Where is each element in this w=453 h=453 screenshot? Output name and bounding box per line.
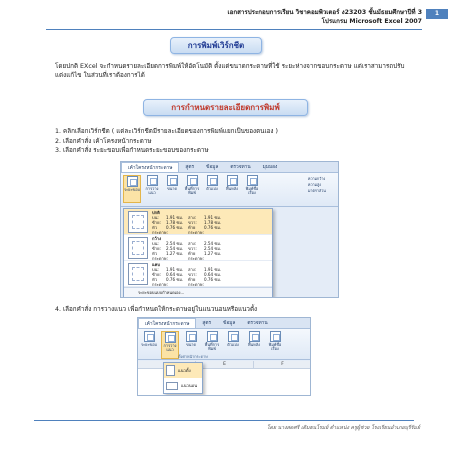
page-margin-icon bbox=[128, 237, 148, 259]
scale-option[interactable]: มาตราส่วน bbox=[308, 189, 326, 193]
size-button[interactable]: ขนาด bbox=[163, 175, 181, 203]
breaks-icon bbox=[228, 331, 239, 342]
section-title-printing: การพิมพ์เวิร์กชีต bbox=[170, 37, 262, 54]
header-line-1: เอกสารประกอบการเรียน วิชาคอมพิวเตอร์ ง23203 ชั้นมัธยมศึกษาปีที่ 3 bbox=[227, 9, 422, 16]
tab-review[interactable]: ตรวจทาน bbox=[230, 165, 251, 170]
print-area-icon bbox=[207, 331, 218, 342]
background-icon bbox=[227, 175, 238, 186]
print-titles-button[interactable]: พิมพ์ชื่อเรื่อง bbox=[243, 175, 261, 203]
margin-option-narrow[interactable]: แคบ บน: 1.91 ซม. ล่าง: 1.91 ซม. ซ้าย: 0.64 ซม. ขวา: 0.64 ซม. หัวกระดาษ: 0.76 ซม. ท้ายกระดาษ: 0.76 ซม. bbox=[124, 261, 272, 287]
document-header bbox=[172, 8, 422, 26]
ribbon-toolbar bbox=[121, 173, 338, 207]
margins-icon bbox=[127, 176, 138, 187]
tab-view[interactable]: มุมมอง bbox=[262, 165, 278, 170]
orientation-button[interactable]: การวางแนว bbox=[143, 175, 161, 203]
ribbon-tabs bbox=[138, 318, 310, 329]
margins-dropdown bbox=[123, 208, 273, 297]
background-icon bbox=[249, 331, 260, 342]
column-header-f[interactable]: F bbox=[254, 361, 311, 368]
breaks-button[interactable]: ตัวแบ่ง bbox=[203, 175, 221, 203]
header-divider bbox=[46, 29, 422, 30]
ribbon-tabs bbox=[121, 162, 338, 173]
page-margin-icon bbox=[128, 263, 148, 285]
orientation-icon bbox=[147, 175, 158, 186]
margins-button[interactable]: ระยะขอบ bbox=[140, 331, 158, 359]
print-area-button[interactable]: พื้นที่การพิมพ์ bbox=[203, 331, 221, 359]
step-2: 2. เลือกคำสั่ง เค้าโครงหน้ากระดาษ bbox=[55, 137, 152, 145]
author-footer: โดย นางสดศรี เติมธนโรมย์ ตำแหน่ง ครูผู้ช่วย โรงเรียนอำเภอบุรีรัมย์ bbox=[266, 425, 420, 431]
page-margin-icon bbox=[128, 211, 148, 233]
breaks-icon bbox=[207, 175, 218, 186]
background-button[interactable]: พื้นหลัง bbox=[245, 331, 263, 359]
tab-formulas[interactable]: สูตร bbox=[185, 165, 195, 170]
header-line-2: โปรแกรม Microsoft Excel 2007 bbox=[321, 18, 422, 25]
custom-margins-item[interactable]: ระยะขอบแบบกำหนดเอง... bbox=[124, 287, 272, 297]
steps-list bbox=[55, 127, 415, 156]
tab-formulas[interactable]: สูตร bbox=[202, 321, 212, 326]
tab-review[interactable]: ตรวจทาน bbox=[247, 321, 268, 326]
footer-divider bbox=[34, 420, 414, 421]
width-option[interactable]: ความกว้าง bbox=[308, 177, 326, 181]
orientation-screenshot bbox=[137, 317, 311, 396]
page-setup-group-label: ตั้งค่าหน้ากระดาษ bbox=[178, 354, 208, 359]
margin-option-wide[interactable]: กว้าง บน: 2.54 ซม. ล่าง: 2.54 ซม. ซ้าย: 2.54 ซม. ขวา: 2.54 ซม. หัวกระดาษ: 1.27 ซม. ท้ายกระดาษ: 1.27 ซม. bbox=[124, 235, 272, 261]
print-titles-button[interactable]: พิมพ์ชื่อเรื่อง bbox=[266, 331, 284, 359]
portrait-option[interactable]: แนวตั้ง bbox=[164, 363, 202, 378]
margin-option-name: แคบ bbox=[152, 262, 160, 267]
step-1: 1. คลิกเลือกเวิร์กชีต ( แต่ละเวิร์กชีตมีรายละเอียดของการพิมพ์แยกเป็นของตนเอง ) bbox=[55, 128, 278, 135]
tab-data[interactable]: ข้อมูล bbox=[223, 321, 236, 326]
margins-button[interactable]: ระยะขอบ bbox=[123, 175, 141, 203]
size-button[interactable]: ขนาด bbox=[182, 331, 200, 359]
print-titles-icon bbox=[270, 331, 281, 342]
background-button[interactable]: พื้นหลัง bbox=[223, 175, 241, 203]
size-icon bbox=[167, 175, 178, 186]
print-area-button[interactable]: พื้นที่การพิมพ์ bbox=[183, 175, 201, 203]
orientation-button[interactable]: การวางแนว bbox=[161, 331, 179, 359]
landscape-page-icon bbox=[166, 382, 178, 390]
page-number-badge: 1 bbox=[426, 9, 448, 19]
orientation-dropdown bbox=[163, 362, 203, 394]
size-icon bbox=[186, 331, 197, 342]
height-option[interactable]: ความสูง bbox=[308, 183, 322, 187]
margin-option-normal[interactable]: ปกติ บน: 1.91 ซม. ล่าง: 1.91 ซม. ซ้าย: 1.78 ซม. ขวา: 1.78 ซม. หัวกระดาษ: 0.76 ซม. ท้ายกระดาษ: 0.76 ซม. bbox=[124, 209, 272, 235]
tab-page-layout[interactable]: เค้าโครงหน้ากระดาษ bbox=[138, 318, 196, 328]
column-header-e[interactable]: E bbox=[196, 361, 254, 368]
landscape-option[interactable]: แนวนอน bbox=[164, 378, 202, 393]
orientation-icon bbox=[165, 332, 176, 343]
print-titles-icon bbox=[247, 175, 258, 186]
section-title-print-settings: การกำหนดรายละเอียดการพิมพ์ bbox=[143, 99, 308, 116]
step-4: 4. เลือกคำสั่ง การวางแนว เพื่อกำหนดให้กระดาษอยู่ในแนวนอนหรือแนวตั้ง bbox=[55, 306, 258, 313]
step-3: 3. เลือกคำสั่ง ระยะขอบเพื่อกำหนดระยะขอบของกระดาษ bbox=[55, 147, 209, 154]
scale-group bbox=[308, 176, 336, 194]
margin-option-name: กว้าง bbox=[152, 236, 162, 241]
margin-option-name: ปกติ bbox=[152, 210, 160, 215]
portrait-page-icon bbox=[166, 365, 175, 376]
tab-page-layout[interactable]: เค้าโครงหน้ากระดาษ bbox=[121, 162, 179, 172]
margins-screenshot bbox=[120, 161, 339, 298]
margins-icon bbox=[144, 331, 155, 342]
ribbon-toolbar bbox=[138, 329, 310, 360]
breaks-button[interactable]: ตัวแบ่ง bbox=[224, 331, 242, 359]
print-area-icon bbox=[187, 175, 198, 186]
tab-data[interactable]: ข้อมูล bbox=[206, 165, 219, 170]
intro-paragraph: โดยปกติ EXcel จะกำหนดรายละเอียดการพิมพ์ให้อัตโนมัติ ตั้งแต่ขนาดกระดาษที่ใช้ ระยะห่างจากขอบกระดาษ แต่เราสามารถปรับแต่งแก้ไข ในส่วนที่เราต้องการได้ bbox=[55, 63, 405, 79]
